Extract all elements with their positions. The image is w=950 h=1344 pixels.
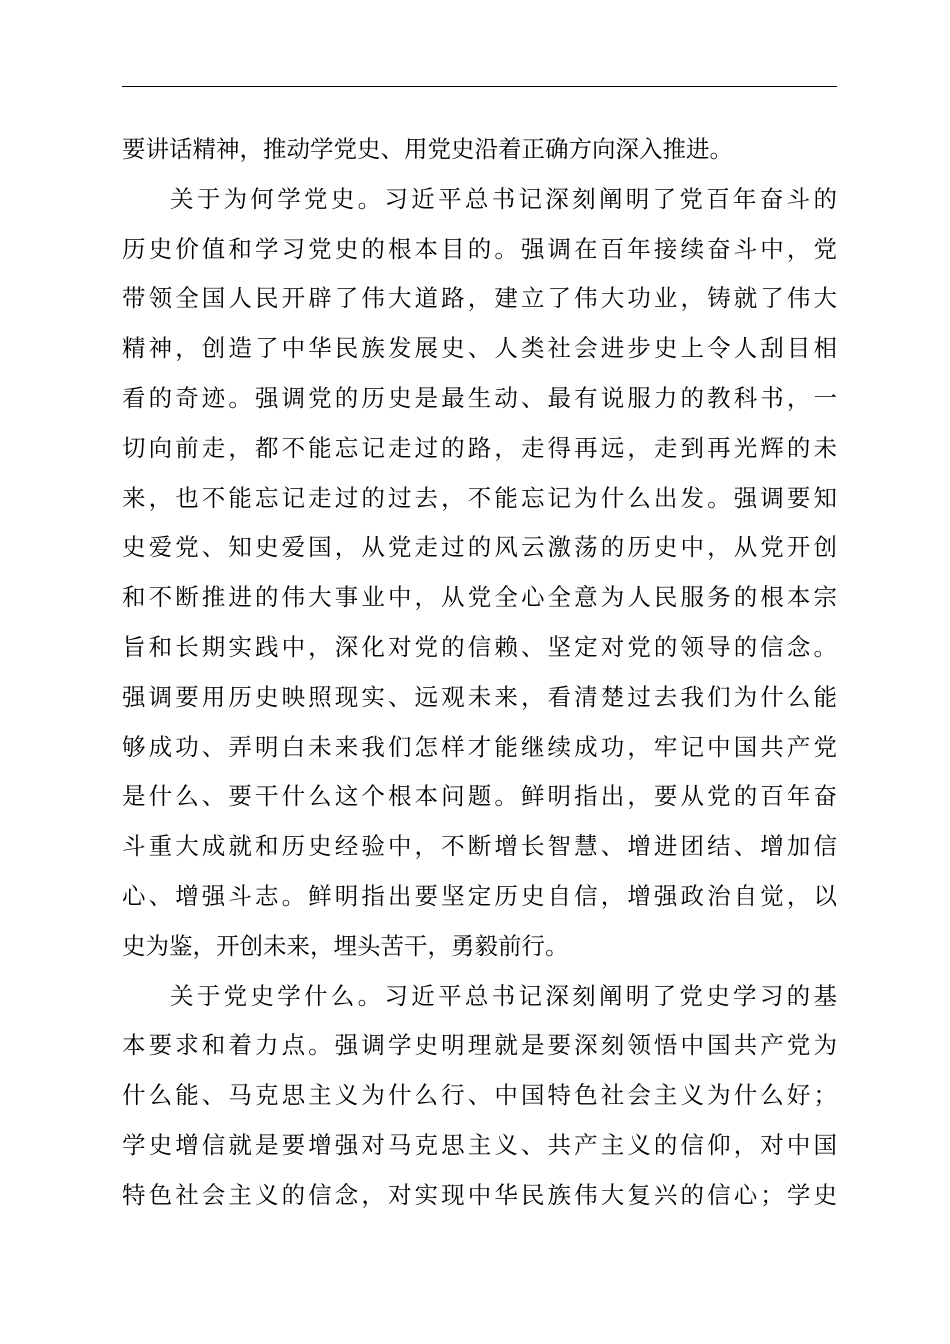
text-line: 切向前走，都不能忘记走过的路，走得再远，走到再光辉的未 [122, 433, 837, 462]
text-line: 斗重大成就和历史经验中，不断增长智慧、增进团结、增加信 [122, 832, 837, 861]
text-line: 要讲话精神，推动学党史、用党史沿着正确方向深入推进。 [122, 135, 733, 163]
text-line: 带领全国人民开辟了伟大道路，建立了伟大功业，铸就了伟大 [122, 284, 837, 313]
text-line: 看的奇迹。强调党的历史是最生动、最有说服力的教科书，一 [122, 383, 837, 412]
text-line: 史爱党、知史爱国，从党走过的风云激荡的历史中，从党开创 [122, 533, 837, 562]
text-line: 史为鉴，开创未来，埋头苦干，勇毅前行。 [122, 931, 569, 960]
text-line: 特色社会主义的信念，对实现中华民族伟大复兴的信心；学史 [122, 1180, 837, 1209]
text-line: 够成功、弄明白未来我们怎样才能继续成功，牢记中国共产党 [122, 732, 837, 761]
text-line: 本要求和着力点。强调学史明理就是要深刻领悟中国共产党为 [122, 1031, 837, 1060]
text-line: 强调要用历史映照现实、远观未来，看清楚过去我们为什么能 [122, 682, 837, 711]
text-line: 历史价值和学习党史的根本目的。强调在百年接续奋斗中，党 [122, 234, 837, 263]
text-line: 什么能、马克思主义为什么行、中国特色社会主义为什么好； [122, 1081, 837, 1110]
header-rule [122, 86, 837, 87]
text-line: 来，也不能忘记走过的过去，不能忘记为什么出发。强调要知 [122, 483, 837, 512]
text-line: 学史增信就是要增强对马克思主义、共产主义的信仰，对中国 [122, 1130, 837, 1159]
text-line: 关于党史学什么。习近平总书记深刻阐明了党史学习的基 [170, 981, 837, 1010]
text-line: 是什么、要干什么这个根本问题。鲜明指出，要从党的百年奋 [122, 782, 837, 811]
text-line: 和不断推进的伟大事业中，从党全心全意为人民服务的根本宗 [122, 583, 837, 612]
text-line: 关于为何学党史。习近平总书记深刻阐明了党百年奋斗的 [170, 184, 837, 213]
text-line: 心、增强斗志。鲜明指出要坚定历史自信，增强政治自觉，以 [122, 881, 837, 910]
text-line: 精神，创造了中华民族发展史、人类社会进步史上令人刮目相 [122, 334, 837, 363]
text-line: 旨和长期实践中，深化对党的信赖、坚定对党的领导的信念。 [122, 632, 837, 661]
body-text [122, 125, 837, 1221]
